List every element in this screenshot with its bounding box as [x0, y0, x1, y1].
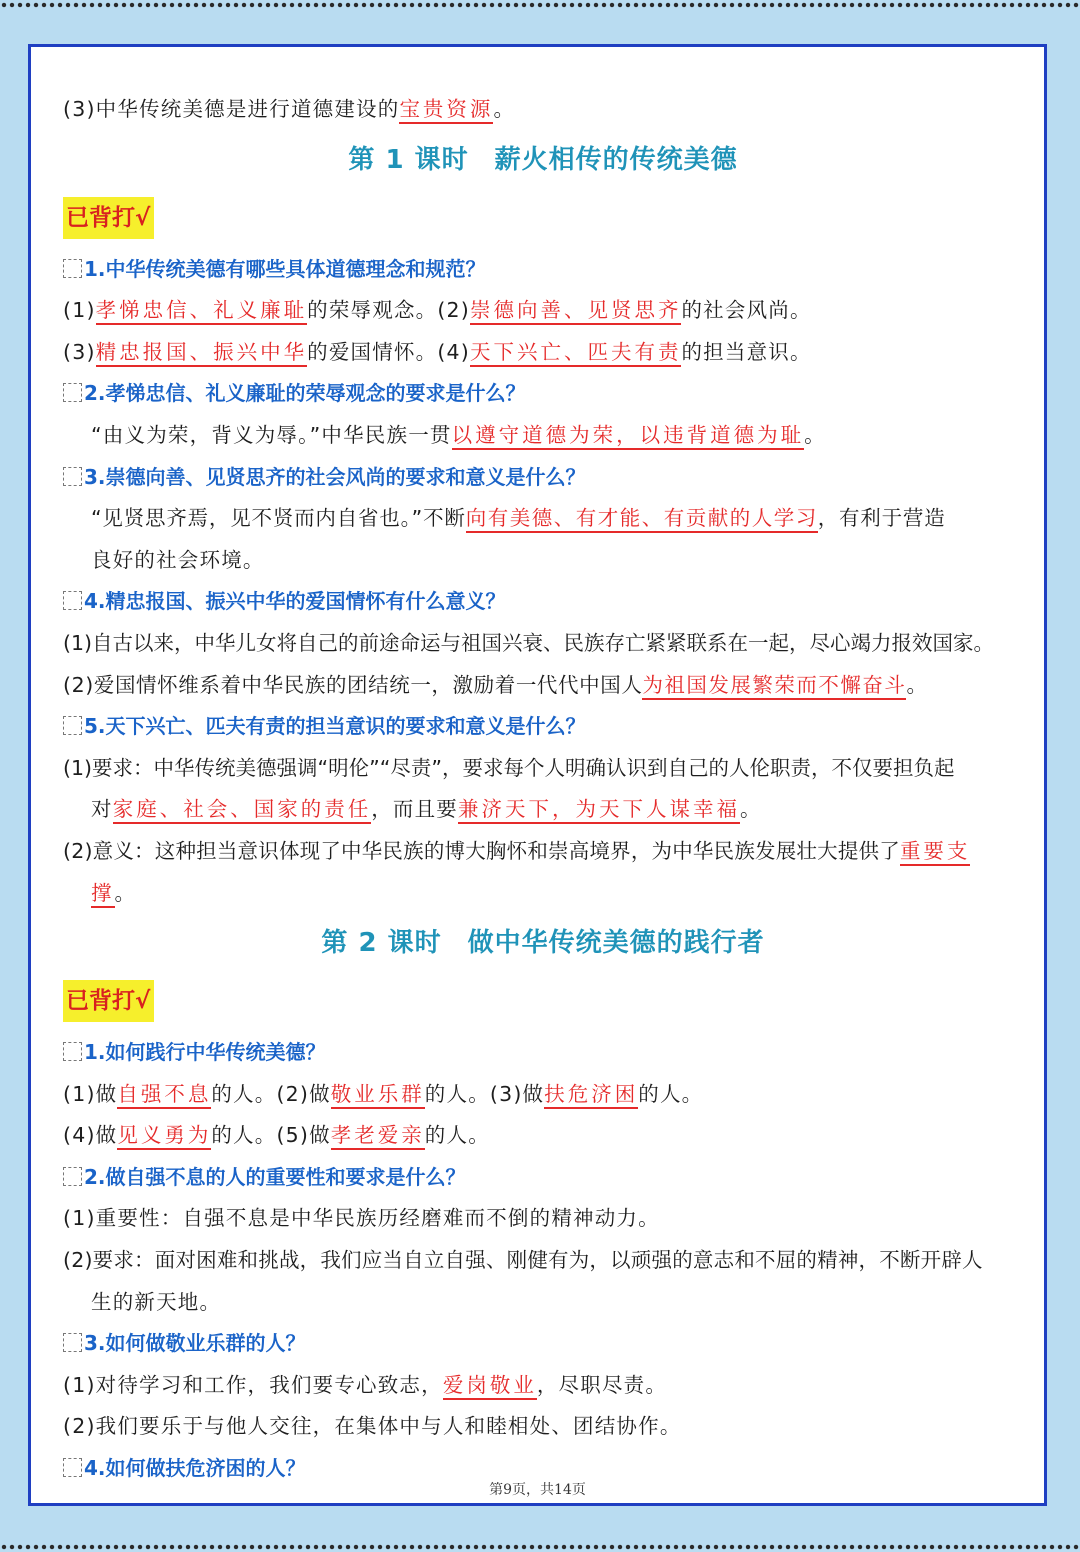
question-heading: 1.如何践行中华传统美德？: [63, 1032, 1023, 1074]
checkbox-icon[interactable]: [63, 259, 82, 278]
answer-highlight: 自强不息: [117, 1082, 211, 1109]
answer-line: (1)孝悌忠信、礼义廉耻的荣辱观念。(2)崇德向善、见贤思齐的社会风尚。: [63, 290, 1023, 332]
answer-highlight: 孝老爱亲: [331, 1123, 425, 1150]
answer-line: “由义为荣，背义为辱。”中华民族一贯以遵守道德为荣，以违背道德为耻。: [63, 415, 1023, 457]
answer-line: (3)精忠报国、振兴中华的爱国情怀。(4)天下兴亡、匹夫有责的担当意识。: [63, 332, 1023, 374]
question-heading: 4.如何做扶危济困的人？: [63, 1448, 1023, 1490]
answer-line: (1)要求：中华传统美德强调“明伦”“尽责”，要求每个人明确认识到自己的人伦职责，不仅要担负起: [63, 755, 955, 780]
answer-line: (1)对待学习和工作，我们要专心致志，爱岗敬业，尽职尽责。: [63, 1365, 1023, 1407]
question-heading: 4.精忠报国、振兴中华的爱国情怀有什么意义？: [63, 581, 1023, 623]
lesson-title: 做中华传统美德的践行者: [467, 928, 765, 959]
answer-line: (1)自古以来，中华儿女将自己的前途命运与祖国兴衰、民族存亡紧紧联系在一起，尽心竭力报效国家。: [63, 630, 995, 655]
top-dotted-border: [0, 0, 1080, 10]
question-heading: 2.孝悌忠信、礼义廉耻的荣辱观念的要求是什么？: [63, 373, 1023, 415]
answer-line: (4)做见义勇为的人。(5)做孝老爱亲的人。: [63, 1115, 1023, 1157]
question-heading: 2.做自强不息的人的重要性和要求是什么？: [63, 1157, 1023, 1199]
checkbox-icon[interactable]: [63, 1167, 82, 1186]
checkbox-icon[interactable]: [63, 1458, 82, 1477]
answer-highlight: 兼济天下，为天下人谋幸福: [458, 797, 740, 824]
document-page: [28, 44, 1047, 1506]
answer-line: (1)做自强不息的人。(2)做敬业乐群的人。(3)做扶危济困的人。: [63, 1074, 1023, 1116]
bottom-dotted-border: [0, 1542, 1080, 1552]
answer-line: 良好的社会环境。: [91, 547, 265, 572]
checkbox-icon[interactable]: [63, 1042, 82, 1061]
memorized-tag-row: [63, 189, 1023, 249]
answer-line: (2)意义：这种担当意识体现了中华民族的博大胸怀和崇高境界，为中华民族发展壮大提供了重要支: [63, 831, 1023, 873]
page-content: [63, 89, 1023, 1490]
question-heading: 5.天下兴亡、匹夫有责的担当意识的要求和意义是什么？: [63, 706, 1023, 748]
lesson-label: 第 1 课时: [348, 144, 469, 175]
page-footer: 第9页，共14页: [489, 1482, 586, 1498]
checkbox-icon[interactable]: [63, 1333, 82, 1352]
answer-highlight: 撑: [91, 881, 115, 908]
intro-line: (3)中华传统美德是进行道德建设的宝贵资源。: [63, 89, 1023, 131]
answer-line: (1)重要性：自强不息是中华民族历经磨难而不倒的精神动力。: [63, 1206, 660, 1231]
answer-line: (2)我们要乐于与他人交往，在集体中与人和睦相处、团结协作。: [63, 1414, 682, 1439]
answer-highlight: 家庭、社会、国家的责任: [113, 797, 372, 824]
memorized-tag: 已背打√: [63, 980, 154, 1022]
answer-line: (2)要求：面对困难和挑战，我们应当自立自强、刚健有为，以顽强的意志和不屈的精神，不断开辟人: [63, 1248, 983, 1273]
answer-highlight: 宝贵资源: [399, 97, 493, 124]
answer-highlight: 孝悌忠信、礼义廉耻: [96, 298, 308, 325]
intro-text: (3)中华传统美德是进行道德建设的: [63, 97, 400, 121]
checkbox-icon[interactable]: [63, 467, 82, 486]
answer-line: 生的新天地。: [91, 1289, 222, 1314]
checkbox-icon[interactable]: [63, 716, 82, 735]
answer-line: 撑。: [63, 873, 1023, 915]
answer-highlight: 崇德向善、见贤思齐: [470, 298, 682, 325]
checkbox-icon[interactable]: [63, 383, 82, 402]
question-heading: 3.如何做敬业乐群的人？: [63, 1323, 1023, 1365]
answer-highlight: 重要支: [900, 839, 971, 866]
lesson-2-heading: [63, 914, 1023, 972]
answer-highlight: 以遵守道德为荣，以违背道德为耻: [452, 423, 805, 450]
answer-line: “见贤思齐焉，见不贤而内自省也。”不断向有美德、有才能、有贡献的人学习，有利于营造: [63, 498, 1023, 540]
lesson-label: 第 2 课时: [321, 928, 442, 959]
answer-highlight: 敬业乐群: [331, 1082, 425, 1109]
question-heading: 3.崇德向善、见贤思齐的社会风尚的要求和意义是什么？: [63, 457, 1023, 499]
memorized-tag-row: [63, 972, 1023, 1032]
answer-highlight: 向有美德、有才能、有贡献的人学习: [466, 506, 818, 533]
answer-highlight: 天下兴亡、匹夫有责: [470, 340, 682, 367]
question-heading: 1.中华传统美德有哪些具体道德理念和规范？: [63, 249, 1023, 291]
answer-highlight: 爱岗敬业: [443, 1373, 537, 1400]
lesson-1-heading: [63, 131, 1023, 189]
lesson-title: 薪火相传的传统美德: [494, 144, 738, 175]
answer-highlight: 扶危济困: [544, 1082, 638, 1109]
answer-highlight: 精忠报国、振兴中华: [96, 340, 308, 367]
answer-highlight: 为祖国发展繁荣而不懈奋斗: [642, 673, 906, 700]
checkbox-icon[interactable]: [63, 591, 82, 610]
answer-highlight: 见义勇为: [117, 1123, 211, 1150]
memorized-tag: 已背打√: [63, 197, 154, 239]
answer-line: (2)爱国情怀维系着中华民族的团结统一，激励着一代代中国人为祖国发展繁荣而不懈奋斗。: [63, 665, 1023, 707]
answer-line: 对家庭、社会、国家的责任，而且要兼济天下，为天下人谋幸福。: [63, 789, 1023, 831]
